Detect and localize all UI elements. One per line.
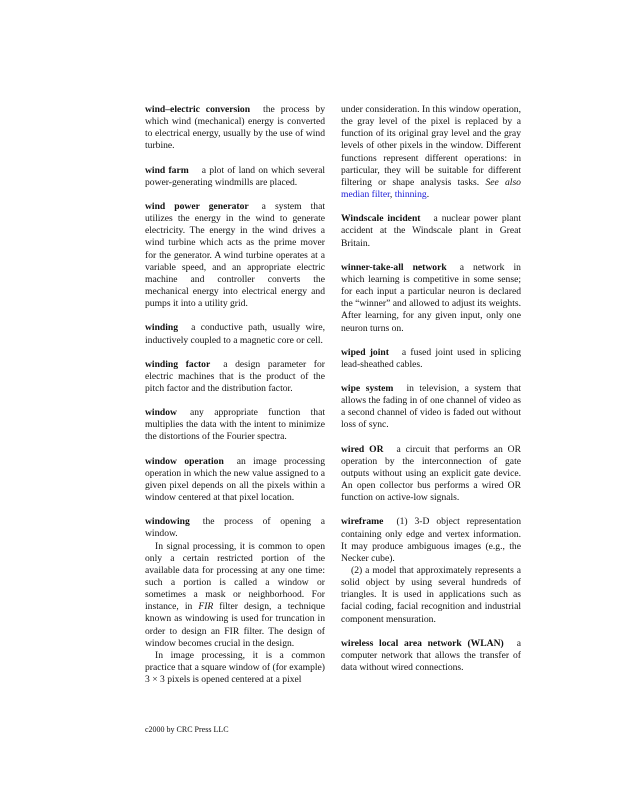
glossary-entry (341, 347, 521, 371)
entry-definition: a network in which learning is competitive in some sense; for each input a particular neuron is declared the “winner” and allowed to adjust its weights. After learning, for any given input, only one neuron turns on. (341, 261, 521, 334)
entry-paragraph: In signal processing, it is common to open only a certain restricted portion of the available data for processing at any one time: such a portion is called a window or sometimes a mask or neighborhood. For instance, in FIR filter design, a technique known as windowing is used for truncation in order to design an FIR filter. The design of window becomes crucial in the design. (145, 540, 325, 649)
entry-definition: a fused joint used in splicing lead-sheathed cables. (341, 346, 521, 370)
glossary-entry (341, 638, 521, 674)
glossary-entry (145, 104, 325, 153)
entry-definition: the process of opening a window. (145, 516, 325, 540)
left-column (145, 104, 325, 686)
entry-term: wireframe (341, 516, 384, 528)
glossary-entry-continued: under consideration. In this window operation, the gray level of the pixel is replaced by a function of its original gray level and the gray levels of other pixels in the window. Different functions represent different operations: in particular, they will be suitable for different filtering or shape analysis tasks. See also median filter, thinning. (341, 104, 521, 201)
entry-definition: the process by which wind (mechanical) energy is converted to electrical energy, usually by the use of wind turbine. (145, 104, 325, 152)
entry-term: winding (145, 322, 179, 334)
glossary-entry (145, 359, 325, 395)
link-median-filter[interactable]: median filter (341, 189, 390, 201)
entry-definition: a system that utilizes the energy in the wind to generate electricity. The energy in the wind drives a wind turbine which acts as the prime mover for the generator. A wind turbine operates at a variable speed, and an appropriate electric machine and controller converts the mechanical energy into electrical energy and pumps it into a utility grid. (145, 200, 326, 310)
entry-definition: in television, a system that allows the fading in of one channel of video as a second channel of video is faded out without loss of sync. (341, 382, 522, 431)
glossary-entry (341, 516, 521, 625)
entry-term: wireless local area network (WLAN) (341, 637, 504, 649)
link-thinning[interactable]: thinning (394, 189, 427, 201)
entry-paragraph: (2) a model that approximately represents a solid object by using several hundreds of triangles. It is used in applications such as facial coding, facial recognition and industrial component mensuration. (341, 565, 521, 625)
glossary-entry (145, 201, 325, 310)
entry-term: windowing (145, 516, 190, 528)
entry-term: winding factor (145, 358, 211, 370)
entry-term: wiped joint (341, 346, 389, 358)
entry-definition: (1) 3-D object representation containing only edge and vertex information. It may produce ambiguous images (e.g., the Necker cube). (341, 516, 521, 564)
entry-definition: a conductive path, usually wire, inductively coupled to a magnetic core or cell. (145, 322, 325, 346)
entry-definition: a computer network that allows the transfer of data without wired connections. (341, 637, 521, 674)
copyright-footer: c2000 by CRC Press LLC (145, 725, 229, 734)
glossary-entry (341, 262, 521, 335)
entry-term: wired OR (341, 443, 384, 455)
entry-term: window operation (145, 455, 224, 467)
right-column (341, 104, 521, 674)
entry-definition: a circuit that performs an OR operation by the interconnection of gate outputs without using an explicit gate device. An open collector bus performs a wired OR function on active-low signals. (341, 443, 522, 504)
entry-definition: any appropriate function that multiplies the data with the intent to minimize the distortions of the Fourier spectra. (145, 407, 325, 443)
entry-term: wind–electric conversion (145, 104, 251, 115)
glossary-entry (145, 516, 325, 686)
glossary-entry (341, 383, 521, 432)
glossary-entry (341, 213, 521, 249)
entry-paragraph: In image processing, it is a common practice that a square window of (for example) 3 × 3 pixels is opened centered at a pixel (145, 649, 325, 686)
glossary-entry (341, 444, 521, 505)
entry-term: Windscale incident (341, 213, 421, 225)
entry-definition: a plot of land on which several power-generating windmills are placed. (145, 164, 325, 188)
entry-term: wind farm (145, 164, 189, 176)
entry-term: winner-take-all network (341, 261, 447, 273)
entry-term: wind power generator (145, 200, 249, 212)
entry-term: wipe system (341, 382, 394, 394)
entry-definition: a design parameter for electric machines that is the product of the pitch factor and the distribution factor. (145, 358, 325, 394)
see-also-label: See also (485, 176, 521, 188)
entry-definition: a nuclear power plant accident at the Windscale plant in Great Britain. (341, 213, 521, 249)
entry-definition: an image processing operation in which the new value assigned to a given pixel depends on all the pixels within a window centered at that pixel location. (145, 455, 326, 504)
glossary-entry (145, 322, 325, 346)
glossary-entry (145, 456, 325, 505)
glossary-entry (145, 165, 325, 189)
entry-term: window (145, 407, 177, 419)
glossary-entry (145, 407, 325, 443)
